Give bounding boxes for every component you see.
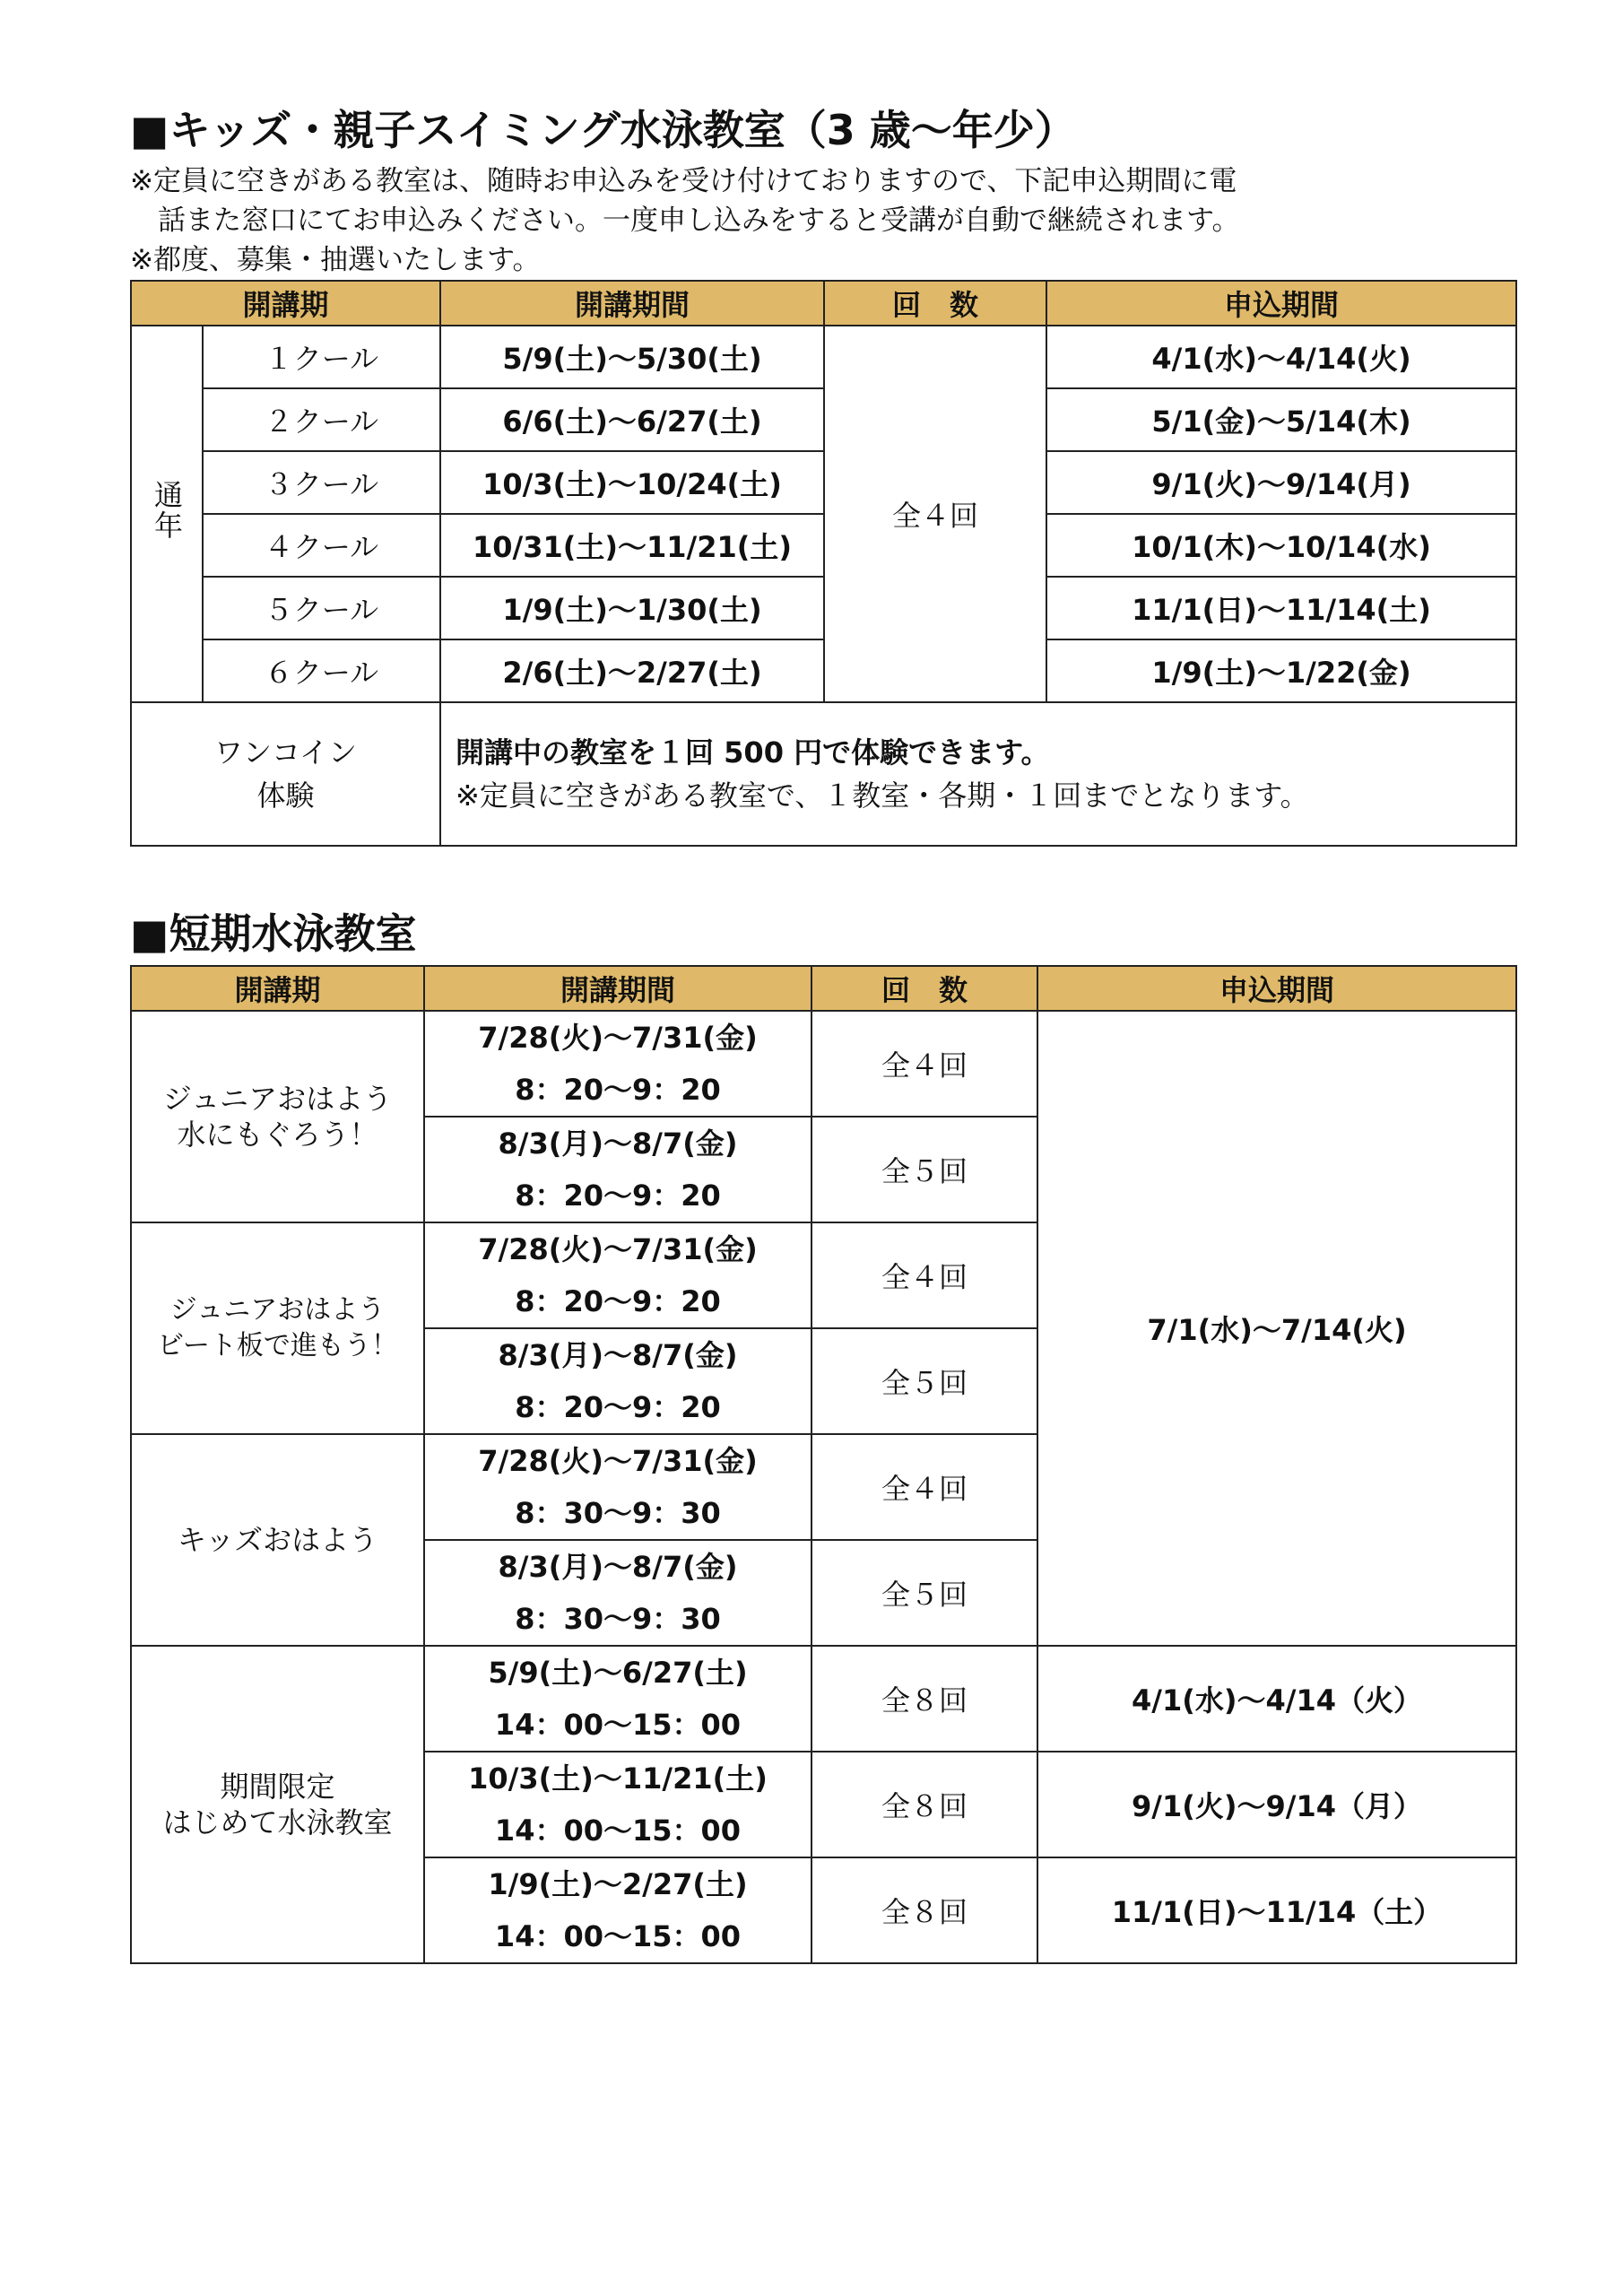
session-period: 1/9(土)～2/27(土) [488,1867,748,1901]
period-cell: 5/9(土)～5/30(土) [440,326,824,388]
group-name-cell [131,1222,424,1434]
session-time: 8：20～9：20 [515,1073,721,1107]
count-cell: 全５回 [812,1328,1037,1434]
group-name-line2: ビート板で進もう！ [157,1330,398,1361]
count-cell: 全８回 [812,1752,1037,1857]
apply-cell: 9/1(火)～9/14(月) [1046,451,1516,514]
group-name-line2: はじめて水泳教室 [162,1805,393,1839]
group-name-line2: 水にもぐろう！ [177,1118,378,1152]
one-coin-desc-bold: 開講中の教室を１回 500 円で体験できます。 [456,735,1050,770]
session-time: 8：30～9：30 [515,1602,721,1636]
group-name-line1: 期間限定 [220,1770,335,1804]
term-cell: ５クール [203,577,440,639]
apply-cell: 9/1(火)～9/14（月） [1037,1752,1516,1857]
term-cell: １クール [203,326,440,388]
page-content [130,99,1515,1964]
one-coin-desc-note: ※定員に空きがある教室で、１教室・各期・１回までとなります。 [456,778,1309,813]
term-cell: ３クール [203,451,440,514]
period-cell: 1/9(土)～1/30(土) [440,577,824,639]
session-time: 8：20～9：20 [515,1284,721,1318]
table-row [131,577,1516,639]
apply-cell: 11/1(日)～11/14（土） [1037,1857,1516,1963]
section1-title: ■キッズ・親子スイミング水泳教室（3 歳～年少） [130,106,1076,154]
session-time: 14：00～15：00 [494,1708,742,1742]
section1-note-1: ※定員に空きがある教室は、随時お申込みを受け付けておりますので、下記申込期間に電 [130,165,1237,197]
period-cell: 10/31(土)～11/21(土) [440,514,824,577]
apply-cell: 4/1(水)～4/14(火) [1046,326,1516,388]
group-name-cell [131,1646,424,1963]
group-label-cell [131,326,203,702]
one-coin-row [131,702,1516,846]
session-time: 8：20～9：20 [515,1178,721,1213]
apply-cell: 5/1(金)～5/14(木) [1046,388,1516,451]
period-cell: 10/3(土)～10/24(土) [440,451,824,514]
session-period: 8/3(月)～8/7(金) [498,1126,738,1161]
period-cell [424,1328,812,1434]
count-cell: 全８回 [812,1646,1037,1752]
period-cell [424,1646,812,1752]
short-term-table [130,965,1517,1964]
session-period: 7/28(火)～7/31(金) [478,1232,758,1266]
header-term: 開講期 [131,281,440,326]
table-row [131,1011,1516,1117]
header-apply: 申込期間 [1037,966,1516,1011]
period-cell [424,1222,812,1328]
session-period: 10/3(土)～11/21(土) [468,1761,768,1796]
table-header-row [131,281,1516,326]
table-row [131,639,1516,702]
session-period: 5/9(土)～6/27(土) [488,1656,748,1690]
period-cell [424,1011,812,1117]
header-apply: 申込期間 [1046,281,1516,326]
count-cell: 全５回 [812,1117,1037,1222]
period-cell [424,1117,812,1222]
session-time: 8：30～9：30 [515,1496,721,1530]
count-cell: 全４回 [812,1222,1037,1328]
table-header-row [131,966,1516,1011]
term-cell: ２クール [203,388,440,451]
session-period: 7/28(火)～7/31(金) [478,1444,758,1478]
period-cell: 2/6(土)～2/27(土) [440,639,824,702]
section1-note-3: ※都度、募集・抽選いたします。 [130,244,541,276]
session-time: 8：20～9：20 [515,1390,721,1424]
group-name-line1: キッズおはよう [177,1523,378,1557]
group-name-line1: ジュニアおはよう [162,1082,393,1116]
session-period: 8/3(月)～8/7(金) [498,1550,738,1584]
term-cell: ４クール [203,514,440,577]
one-coin-description [440,702,1516,846]
kids-schedule-table [130,280,1517,847]
section2-title: ■短期水泳教室 [130,909,417,958]
session-period: 7/28(火)～7/31(金) [478,1021,758,1055]
apply-cell: 1/9(土)～1/22(金) [1046,639,1516,702]
period-cell: 6/6(土)～6/27(土) [440,388,824,451]
header-count: 回 数 [824,281,1046,326]
header-period: 開講期間 [424,966,812,1011]
count-cell: 全４回 [812,1011,1037,1117]
session-period: 8/3(月)～8/7(金) [498,1338,738,1372]
count-cell: 全５回 [812,1540,1037,1646]
table-row [131,451,1516,514]
section1-note-2: 話また窓口にてお申込みください。一度申し込みをすると受講が自動で継続されます。 [158,204,1240,237]
table-row [131,326,1516,388]
one-coin-label-line2: 体験 [256,778,315,813]
one-coin-label [131,702,440,846]
group-name-cell [131,1434,424,1646]
period-cell [424,1540,812,1646]
period-cell [424,1752,812,1857]
period-cell [424,1857,812,1963]
count-cell: 全８回 [812,1857,1037,1963]
header-count: 回 数 [812,966,1037,1011]
table-row [131,388,1516,451]
session-time: 14：00～15：00 [494,1919,742,1953]
count-cell: 全４回 [812,1434,1037,1540]
group-label: 通年 [150,480,184,541]
period-cell [424,1434,812,1540]
group-name-line1: ジュニアおはよう [169,1294,386,1326]
group-name-cell [131,1011,424,1222]
apply-cell: 11/1(日)～11/14(土) [1046,577,1516,639]
header-period: 開講期間 [440,281,824,326]
term-cell: ６クール [203,639,440,702]
apply-cell: 4/1(水)～4/14（火） [1037,1646,1516,1752]
table-row [131,1646,1516,1752]
table-row [131,514,1516,577]
session-time: 14：00～15：00 [494,1813,742,1848]
one-coin-label-line1: ワンコイン [213,735,358,770]
count-cell: 全４回 [824,326,1046,702]
header-term: 開講期 [131,966,424,1011]
common-apply-cell: 7/1(水)～7/14(火) [1037,1011,1516,1646]
apply-cell: 10/1(木)～10/14(水) [1046,514,1516,577]
